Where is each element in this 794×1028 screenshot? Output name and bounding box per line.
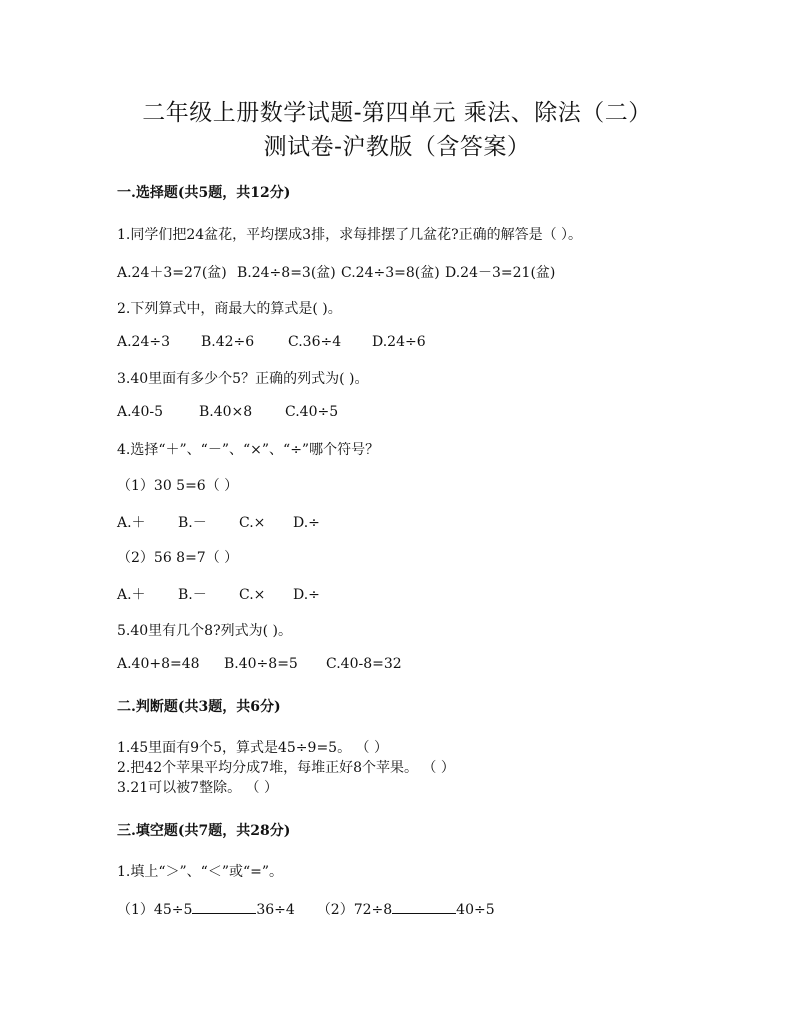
q4-sub2-option-b: B.－ — [178, 587, 207, 603]
question-2-options — [117, 334, 426, 350]
section-heading-choice: 一.选择题(共5题，共12分) — [117, 185, 291, 201]
question-4-stem: 4.选择“＋”、“－”、“×”、“÷”哪个符号？ — [117, 442, 380, 458]
q2-option-a: A.24÷3 — [117, 334, 171, 350]
q3-option-a: A.40-5 — [117, 404, 164, 420]
q1-option-d: D.24－3=21(盆) — [445, 265, 556, 281]
q4-sub1-option-d: D.÷ — [293, 515, 320, 531]
q1-option-a: A.24＋3=27(盆) — [117, 265, 227, 281]
fill-1a-right: 36÷4 — [256, 902, 295, 918]
fill-1a-blank[interactable] — [192, 912, 256, 914]
q2-option-d: D.24÷6 — [372, 334, 426, 350]
q4-sub2-option-d: D.÷ — [293, 587, 320, 603]
fill-1b-right: 40÷5 — [456, 902, 495, 918]
q4-sub1-option-b: B.－ — [178, 515, 207, 531]
question-5-options — [117, 656, 402, 672]
question-3-options — [117, 404, 338, 420]
q3-option-c: C.40÷5 — [285, 404, 339, 420]
q5-option-b: B.40÷8=5 — [224, 656, 298, 672]
q4-sub2-option-a: A.＋ — [117, 587, 146, 603]
q4-sub1-option-c: C.× — [239, 515, 266, 531]
judge-question-3: 3.21可以被7整除。 （ ） — [117, 780, 278, 796]
question-2-stem: 2.下列算式中，商最大的算式是( )。 — [117, 301, 342, 317]
q4-sub2-option-c: C.× — [239, 587, 266, 603]
judge-question-2: 2.把42个苹果平均分成7堆，每堆正好8个苹果。 （ ） — [117, 760, 455, 776]
document-title-line1: 二年级上册数学试题-第四单元 乘法、除法（二） — [142, 100, 652, 126]
question-3-stem: 3.40里面有多少个5？正确的列式为( )。 — [117, 371, 369, 387]
document-title-line2: 测试卷-沪教版（含答案） — [263, 134, 531, 160]
fill-1a-left: （1）45÷5 — [117, 902, 193, 918]
q2-option-b: B.42÷6 — [201, 334, 255, 350]
q4-sub1-option-a: A.＋ — [117, 515, 146, 531]
fill-1b-left: （2）72÷8 — [316, 902, 393, 918]
question-4-sub1-options — [117, 512, 320, 532]
fill-1b-blank[interactable] — [392, 912, 456, 914]
q1-option-b: B.24÷8=3(盆) — [237, 265, 336, 281]
question-4-sub1: （1）30 5=6（ ） — [117, 478, 239, 494]
section-heading-judge: 二.判断题(共3题，共6分) — [117, 699, 281, 715]
question-1-options — [117, 262, 555, 282]
q1-option-c: C.24÷3=8(盆) — [341, 265, 440, 281]
section-heading-fill: 三.填空题(共7题，共28分) — [117, 823, 291, 839]
q3-option-b: B.40×8 — [199, 404, 253, 420]
question-4-sub2: （2）56 8=7（ ） — [117, 550, 239, 566]
question-5-stem: 5.40里有几个8?列式为( )。 — [117, 623, 292, 639]
question-1-stem: 1.同学们把24盆花，平均摆成3排，求每排摆了几盆花?正确的解答是（ ）。 — [117, 227, 583, 243]
question-4-sub2-options — [117, 584, 320, 604]
q5-option-c: C.40-8=32 — [326, 656, 402, 672]
fill-question-1-stem: 1.填上“＞”、“＜”或“=”。 — [117, 864, 284, 880]
fill-question-1-items — [117, 899, 495, 919]
judge-question-1: 1.45里面有9个5，算式是45÷9=5。 （ ） — [117, 740, 388, 756]
q5-option-a: A.40+8=48 — [117, 656, 200, 672]
q2-option-c: C.36÷4 — [288, 334, 342, 350]
